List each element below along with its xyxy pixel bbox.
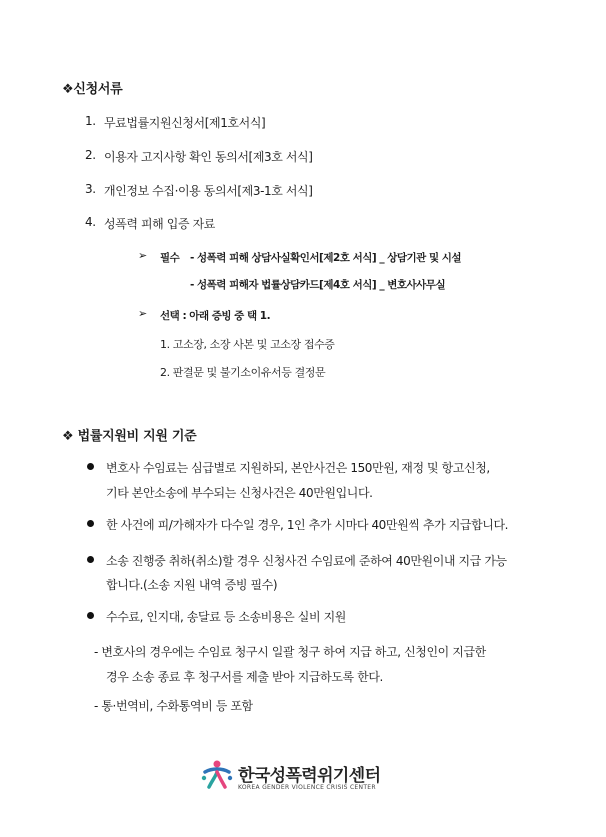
bullet-text: 변호사 수임료는 심급별로 지원하되, 본안사건은 150만원, 재정 및 항고신청, (106, 461, 490, 475)
bullet-text: 합니다.(소송 지원 내역 증빙 필수) (106, 578, 278, 592)
required-line-2: - 성폭력 피해자 법률상담카드[제4호 서식] _ 변호사사무실 (190, 279, 446, 291)
logo-english-name: KOREA GENDER VIOLENCE CRISIS CENTER (238, 784, 376, 791)
optional-item: 1. 고소장, 소장 사본 및 고소장 접수증 (160, 338, 335, 351)
list-item-text: 이용자 고지사항 확인 동의서[제3호 서식] (104, 150, 313, 164)
list-item: 1. (85, 114, 96, 128)
diamond-marker-icon: ❖ (62, 82, 74, 97)
bullet-text: 소송 진행중 취하(취소)할 경우 신청사건 수임료에 준하여 40만원이내 지급 가능 (106, 554, 507, 568)
list-item: 3. (85, 182, 96, 196)
note-text: 경우 소송 종료 후 청구서를 제출 받아 지급하도록 한다. (106, 670, 383, 684)
bullet-dot-icon (87, 556, 94, 563)
bullet-dot-icon (87, 520, 94, 527)
section-title-text: 신청서류 (73, 82, 123, 97)
bullet-text: 한 사건에 피/가해자가 다수일 경우, 1인 추가 시마다 40만원씩 추가 지급합니다. (106, 518, 509, 532)
diamond-marker-icon: ❖ (62, 429, 74, 444)
optional-label: 선택 : 아래 증빙 중 택 1. (160, 310, 271, 322)
list-item-text: 무료법률지원신청서[제1호서식] (104, 116, 266, 130)
section-title-documents (62, 78, 122, 97)
bullet-dot-icon (87, 612, 94, 619)
section-title-criteria (62, 425, 196, 444)
arrow-bullet-icon: ➢ (138, 307, 148, 320)
bullet-text: 수수료, 인지대, 송달료 등 소송비용은 실비 지원 (106, 610, 346, 624)
bullet-dot-icon (87, 463, 94, 470)
optional-item: 2. 판결문 및 불기소이유서등 결정문 (160, 366, 326, 379)
bullet-text: 기타 본안소송에 부수되는 신청사건은 40만원입니다. (106, 486, 373, 500)
required-label: 필수 (160, 252, 180, 264)
list-item-text: 성폭력 피해 입증 자료 (104, 217, 215, 231)
logo-korean-name: 한국성폭력위기센터 (238, 766, 381, 786)
list-item: 2. (85, 148, 96, 162)
list-item: 4. (85, 215, 96, 229)
section-title-text: 법률지원비 지원 기준 (77, 429, 197, 444)
logo-mark-icon (200, 758, 234, 792)
note-text: - 변호사의 경우에는 수임료 청구시 일괄 청구 하여 지급 하고, 신청인이 지급한 (94, 645, 486, 659)
arrow-bullet-icon: ➢ (138, 249, 148, 262)
required-line-1: - 성폭력 피해 상담사실확인서[제2호 서식] _ 상담기관 및 시설 (190, 252, 462, 264)
list-item-text: 개인정보 수집·이용 동의서[제3-1호 서식] (104, 184, 313, 198)
note-text: - 통·번역비, 수화통역비 등 포함 (94, 699, 253, 713)
